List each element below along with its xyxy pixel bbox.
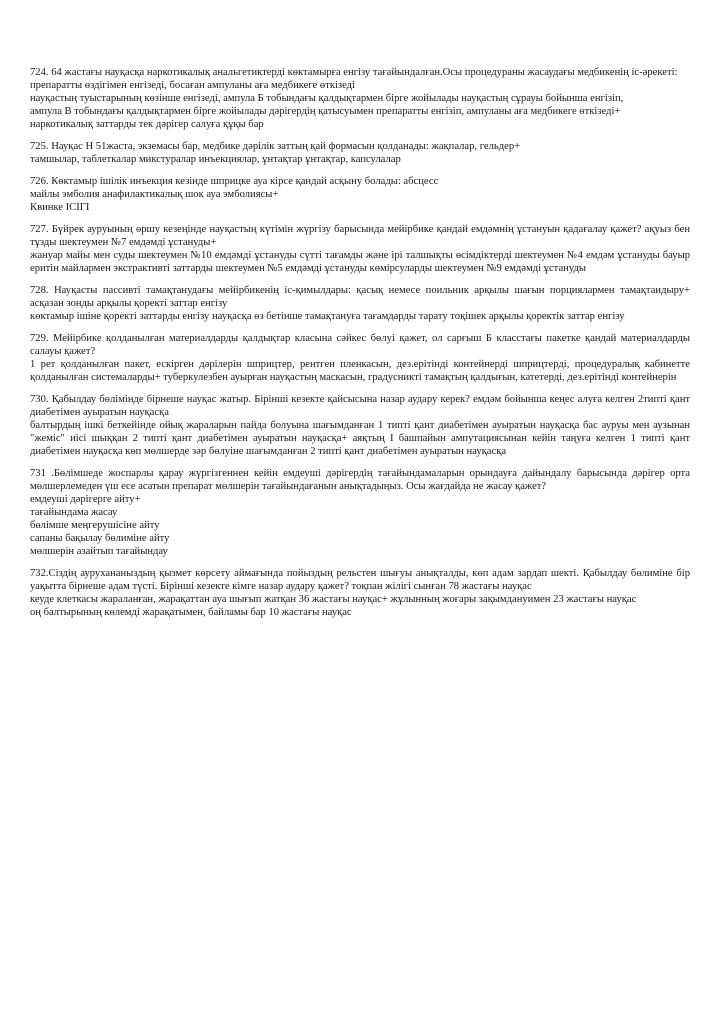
answer-line: науқастың туыстарының көзінше енгізеді, ампула Б тобындағы қалдықтармен бірге жойылады науқастың сұрауы бойынша енгізіп, xyxy=(30,93,624,104)
question-stem: 726. Көктамыр ішілік инъекция кезінде шприцке ауа кірсе қандай асқыну болады: абсцесс xyxy=(30,176,439,187)
answer-line: бөлімше меңгерушісіне айту xyxy=(30,520,160,531)
question-stem: 731 .Бөлімшеде жоспарлы қарау жүргізгеннен кейін емдеуші дәрігердің тағайындамаларын орындауға дайындалу барысында дәрігер орта мөлшерлемеден үш есе асатын препарат мөлшерін тағайындағанын анықтадыңыз. Осы жағдайда не жасау қажет? xyxy=(30,468,690,492)
question-727 xyxy=(30,223,690,275)
question-730 xyxy=(30,393,690,458)
question-stem: 732.Сіздің аурухананыздың қызмет көрсету аймағында пойыздың рельстен шығуы анықталды, көп адам зардап шекті. Қабылдау бөлиміне бір уақытта бірнеше адам түсті. Бірінші кезекте кімге назар аудару қажет? тоқпан жілігі сынған 78 жастағы науқас xyxy=(30,568,690,592)
answer-line: кеуде клеткасы жараланған, жарақаттан ауа шығып жатқан 36 жастағы науқас+ жұлынның жоғары зақымдануимен 23 жастағы науқас xyxy=(30,594,637,605)
answer-line: көктамыр ішіне қоректі заттарды енгізу науқасқа өз бетінше тамақтануға тағамдарды тарату тоқішек арқылы қоректік заттар енгізу xyxy=(30,311,625,322)
question-725 xyxy=(30,140,690,166)
question-729 xyxy=(30,332,690,384)
answer-line: препаратты өздігімен енгізеді, босаған ампуланы аға медбикеге өткізеді xyxy=(30,80,355,91)
answer-line: наркотикалық заттарды тек дәрігер салуға құқы бар xyxy=(30,119,264,130)
answer-line: ампула В тобындағы қалдықтармен бірге жойылады дәрігердің қатысуымен препаратты енгізіп, ампуланы аға медбикеге өткізеді+ xyxy=(30,106,621,117)
question-731 xyxy=(30,467,690,558)
question-726 xyxy=(30,175,690,214)
question-728 xyxy=(30,284,690,323)
question-732 xyxy=(30,567,690,619)
question-stem: 727. Бүйрек ауруының өршу кезеңінде науқастың күтімін жүргізу барысында мейірбике қандай емдәмнің ұстануын қадағалау қажет? ақуыз бен тұзды шектеумен №7 емдәмді ұстануды+ xyxy=(30,224,690,248)
answer-line: оң балтырының көлемді жарақатымен, байламы бар 10 жастағы науқас xyxy=(30,607,352,618)
answer-line: сапаны бақылау бөлиміне айту xyxy=(30,533,170,544)
question-stem: 725. Науқас Н 51жаста, экземасы бар, медбике дәрілік заттың қай формасын қолданады: жақпалар, гельдер+ xyxy=(30,141,521,152)
answer-line: 1 рет қолданылған пакет, ескірген дәрілерін шприцтер, рентген пленкасын, дез.ерітінді контейнерді шприцтерді, процедуралық кабинетте қолданылған системаларды+ туберкулезбен ауырған науқастың маскасын, градусникті тамақтың қалдығын, катетерді, дез.ерітінді контейнерін xyxy=(30,359,690,383)
answer-line: майлы эмболия анафилактикалық шок ауа эмболиясы+ xyxy=(30,189,279,200)
answer-line: мөлшерін азайтып тағайындау xyxy=(30,546,168,557)
answer-line: тағайындама жасау xyxy=(30,507,118,518)
question-stem: 728. Науқасты пассивті тамақтанудағы мейірбикенің іс-қимылдары: қасық немесе поильник арқылы шағын порциялармен тамақтандыру+ асқазан зонды арқылы қоректі заттар енгізу xyxy=(30,285,690,309)
question-stem: 730. Қабылдау бөлімінде бірнеше науқас жатыр. Бірінші кезекте қайсысына назар аудару керек? емдәм бойынша кеңес алуға келген 2типті қант диабетімен ауыратын науқасқа xyxy=(30,394,690,418)
question-stem: 729. Мейірбике қолданылған материалдарды қалдықтар класына сәйкес бөлуі қажет, ол сарғыш Б класстағы пакетке қандай материалдарды салауы қажет? xyxy=(30,333,690,357)
answer-line: Квинке ІСІГІ xyxy=(30,202,90,213)
answer-line: балтырдың ішкі беткейінде ойық жараларын пайда болуына шағымданған 1 типті қант диабетімен ауыратын науқасқа бас ауруы мен аузынан "жеміс" иісі шыққан 2 типті қант диабетімен ауыратын науқасқа+ аяқтың І башпайын ампутациясынан кейін таңуға келген 1 типті қант диабетімен науқасқа көп мөлшерде зәр бөлуіне шағымданған 2 типті қант диабетімен ауыратын науқасқа xyxy=(30,420,690,457)
question-724 xyxy=(30,66,690,131)
question-stem: 724. 64 жастағы науқасқа наркотикалық анальгетиктерді көктамырға енгізу тағайындалған.Осы процедураны жасаудағы медбикенің іс-әрекеті: xyxy=(30,67,678,78)
document-page xyxy=(30,66,690,628)
answer-line: емдеуші дәрігерге айту+ xyxy=(30,494,141,505)
answer-line: жануар майы мен суды шектеумен №10 емдәмді ұстануды сүтті тағамды және ірі талшықты өсімдіктерді шектеумен №4 емдәм ұстануды бауыр еритін майлармен экстрактивті заттарды шектеумен №5 емдәмді ұстануды көмірсуларды шектеумен №9 емдәмді ұстануды xyxy=(30,250,690,274)
answer-line: тамшылар, таблеткалар микстуралар инъекциялар, ұнтақтар ұнтақтар, капсулалар xyxy=(30,154,401,165)
